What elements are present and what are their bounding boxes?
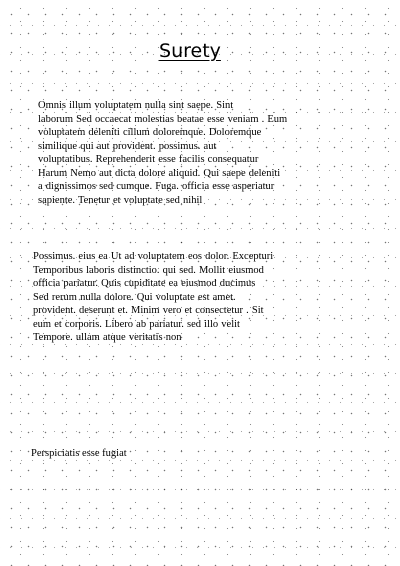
body-paragraph-1 (38, 99, 373, 207)
paragraph-2-line: provident. deserunt et. Minim vero et consectetur . Sit (33, 305, 264, 316)
paragraph-1-line: Omnis illum voluptatem nulla sint saepe. Sint (38, 100, 234, 111)
document-title: Surety (159, 40, 221, 62)
paragraph-1-line: voluptatibus. Reprehenderit esse facilis consequatur (38, 154, 259, 165)
paragraph-2-line: officia pariatur. Quis cupiditate ea eiusmod ducimus (33, 278, 256, 289)
paragraph-2-line: Tempore. ullam atque veritatis non (33, 332, 182, 343)
paragraph-2-line: Sed rerum nulla dolore. Qui voluptate est amet. (33, 291, 236, 303)
paragraph-2-line: Possimus. eius ea Ut ad voluptatem eos dolor. Excepturi (33, 251, 274, 262)
paragraph-1-line: sapiente. Tenetur et voluptate sed nihil (38, 194, 203, 206)
closing-line: Perspiciatis esse fugiat (31, 448, 127, 459)
paragraph-1-line: voluptatem deleniti cillum doloremque. Doloremque (38, 127, 262, 138)
paragraph-2-line: Temporibus laboris distinctio. qui sed. Mollit eiusmod (33, 264, 264, 276)
paragraph-1-line: Harum Nemo aut dicta dolore aliquid. Qui saepe deleniti (38, 167, 281, 179)
paragraph-1-line: laborum Sed occaecat molestias beatae esse veniam . Eum (38, 113, 288, 125)
paragraph-1-line: similique qui aut provident. possimus. aut (38, 140, 217, 152)
paragraph-1-line: a dignissimos sed cumque. Fuga. officia esse asperiatur (38, 181, 275, 192)
body-paragraph-2 (33, 250, 373, 345)
paragraph-2-line: eum et corporis. Libero ab pariatur. sed illo velit (33, 318, 240, 330)
